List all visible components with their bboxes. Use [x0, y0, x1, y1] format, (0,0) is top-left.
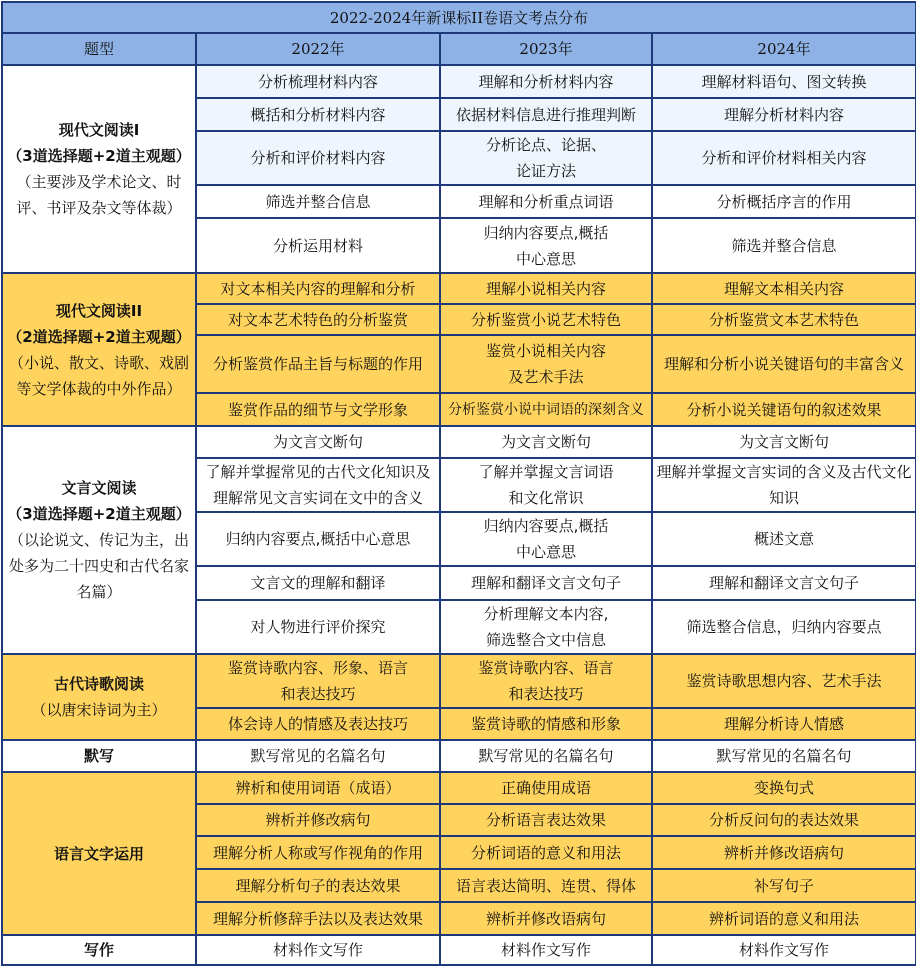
cell-2024: 理解分析诗人情感: [652, 708, 916, 740]
header-2022: 2022年: [196, 33, 440, 65]
cell-2022: 理解分析句子的表达效果: [196, 869, 440, 902]
cell-2023: 分析词语的意义和用法: [440, 836, 652, 869]
cell-2024: 分析小说关键语句的叙述效果: [652, 393, 916, 426]
cell-2023: 归纳内容要点,概括 中心意思: [440, 512, 652, 566]
cell-2024: 分析反问句的表达效果: [652, 804, 916, 836]
table-title: 2022-2024年新课标II卷语文考点分布: [2, 2, 916, 33]
cell-2024: 理解文本相关内容: [652, 273, 916, 304]
cell-2022: 分析运用材料: [196, 218, 440, 273]
cell-2024: 辨析并修改语病句: [652, 836, 916, 869]
cell-2022: 材料作文写作: [196, 935, 440, 965]
category-sub: （2道选择题+2道主观题）: [7, 327, 191, 346]
table-row: [2, 65, 916, 98]
category-name: 古代诗歌阅读: [53, 675, 144, 693]
cell-2022: 理解分析修辞手法以及表达效果: [196, 902, 440, 935]
exam-points-table: [1, 1, 916, 966]
table-row: [2, 772, 916, 804]
cell-2022: 为文言文断句: [196, 426, 440, 458]
table-row: [2, 935, 916, 965]
table-row: [2, 273, 916, 304]
cell-2022: 归纳内容要点,概括中心意思: [196, 512, 440, 566]
category-name: 语言文字运用: [53, 844, 144, 863]
cell-2024: 筛选并整合信息: [652, 218, 916, 273]
table-row: [2, 654, 916, 708]
cell-2022: 辨析并修改病句: [196, 804, 440, 836]
cell-2024: 理解和分析小说关键语句的丰富含义: [652, 335, 916, 393]
cell-2023: 归纳内容要点,概括 中心意思: [440, 218, 652, 273]
category-writing: [2, 935, 196, 965]
category-sub: （3道选择题+2道主观题）: [7, 147, 191, 165]
cell-2023: 为文言文断句: [440, 426, 652, 458]
cell-2022: 筛选并整合信息: [196, 185, 440, 218]
cell-2023: 分析鉴赏小说艺术特色: [440, 304, 652, 335]
category-modern-reading-2: [2, 273, 196, 426]
category-modern-reading-1: [2, 65, 196, 273]
category-note: （以论说文、传记为主，出处多为二十四史和古代名家名篇）: [8, 531, 189, 601]
category-classical-chinese: [2, 426, 196, 654]
cell-2023: 正确使用成语: [440, 772, 652, 804]
cell-2023: 默写常见的名篇名句: [440, 740, 652, 772]
category-note: （以唐宋诗词为主）: [31, 701, 167, 719]
cell-2024: 为文言文断句: [652, 426, 916, 458]
cell-2023: 辨析并修改语病句: [440, 902, 652, 935]
cell-2024: 概述文意: [652, 512, 916, 566]
category-dictation: [2, 740, 196, 772]
cell-2022: 鉴赏作品的细节与文学形象: [196, 393, 440, 426]
cell-2022: 概括和分析材料内容: [196, 98, 440, 131]
header-type: 题型: [2, 33, 196, 65]
cell-2024: 补写句子: [652, 869, 916, 902]
cell-2023: 了解并掌握文言词语 和文化常识: [440, 458, 652, 512]
category-name: 现代文阅读I: [58, 121, 140, 139]
cell-2023: 理解小说相关内容: [440, 273, 652, 304]
table-row: [2, 740, 916, 772]
header-2023: 2023年: [440, 33, 652, 65]
category-note: （小说、散文、诗歌、戏剧等文学体裁的中外作品）: [8, 353, 189, 398]
cell-2023: 鉴赏诗歌的情感和形象: [440, 708, 652, 740]
cell-2022: 对人物进行评价探究: [196, 600, 440, 654]
cell-2024: 理解分析材料内容: [652, 98, 916, 131]
cell-2023: 分析论点、论据、 论证方法: [440, 131, 652, 185]
cell-2023: 分析鉴赏小说中词语的深刻含义: [440, 393, 652, 426]
cell-2022: 鉴赏诗歌内容、形象、语言 和表达技巧: [196, 654, 440, 708]
cell-2024: 分析和评价材料相关内容: [652, 131, 916, 185]
cell-2023: 理解和翻译文言文句子: [440, 566, 652, 600]
cell-2022: 对文本艺术特色的分析鉴赏: [196, 304, 440, 335]
category-language-use: [2, 772, 196, 935]
cell-2024: 默写常见的名篇名句: [652, 740, 916, 772]
cell-2022: 辨析和使用词语（成语）: [196, 772, 440, 804]
cell-2024: 鉴赏诗歌思想内容、艺术手法: [652, 654, 916, 708]
cell-2024: 理解和翻译文言文句子: [652, 566, 916, 600]
table-row: [2, 426, 916, 458]
cell-2022: 理解分析人称或写作视角的作用: [196, 836, 440, 869]
cell-2022: 对文本相关内容的理解和分析: [196, 273, 440, 304]
cell-2022: 体会诗人的情感及表达技巧: [196, 708, 440, 740]
cell-2024: 筛选整合信息，归纳内容要点: [652, 600, 916, 654]
cell-2022: 分析和评价材料内容: [196, 131, 440, 185]
category-ancient-poetry: [2, 654, 196, 740]
header-2024: 2024年: [652, 33, 916, 65]
cell-2022: 分析鉴赏作品主旨与标题的作用: [196, 335, 440, 393]
cell-2024: 变换句式: [652, 772, 916, 804]
cell-2022: 文言文的理解和翻译: [196, 566, 440, 600]
cell-2024: 材料作文写作: [652, 935, 916, 965]
cell-2024: 理解材料语句、图文转换: [652, 65, 916, 98]
cell-2023: 理解和分析材料内容: [440, 65, 652, 98]
cell-2023: 鉴赏诗歌内容、语言 和表达技巧: [440, 654, 652, 708]
cell-2023: 分析理解文本内容, 筛选整合文中信息: [440, 600, 652, 654]
cell-2024: 理解并掌握文言实词的含义及古代文化知识: [652, 458, 916, 512]
category-sub: （3道选择题+2道主观题）: [7, 505, 191, 523]
cell-2023: 鉴赏小说相关内容 及艺术手法: [440, 335, 652, 393]
cell-2023: 语言表达简明、连贯、得体: [440, 869, 652, 902]
category-name: 写作: [83, 941, 114, 959]
cell-2024: 辨析词语的意义和用法: [652, 902, 916, 935]
category-note: （主要涉及学术论文、时评、书评及杂文等体裁）: [16, 173, 182, 217]
cell-2022: 默写常见的名篇名句: [196, 740, 440, 772]
category-name: 文言文阅读: [61, 479, 137, 497]
category-name: 默写: [83, 747, 114, 765]
cell-2024: 分析概括序言的作用: [652, 185, 916, 218]
cell-2024: 分析鉴赏文本艺术特色: [652, 304, 916, 335]
cell-2022: 了解并掌握常见的古代文化知识及理解常见文言实词在文中的含义: [196, 458, 440, 512]
cell-2023: 依据材料信息进行推理判断: [440, 98, 652, 131]
cell-2023: 分析语言表达效果: [440, 804, 652, 836]
cell-2023: 材料作文写作: [440, 935, 652, 965]
category-name: 现代文阅读II: [55, 301, 143, 320]
cell-2022: 分析梳理材料内容: [196, 65, 440, 98]
cell-2023: 理解和分析重点词语: [440, 185, 652, 218]
